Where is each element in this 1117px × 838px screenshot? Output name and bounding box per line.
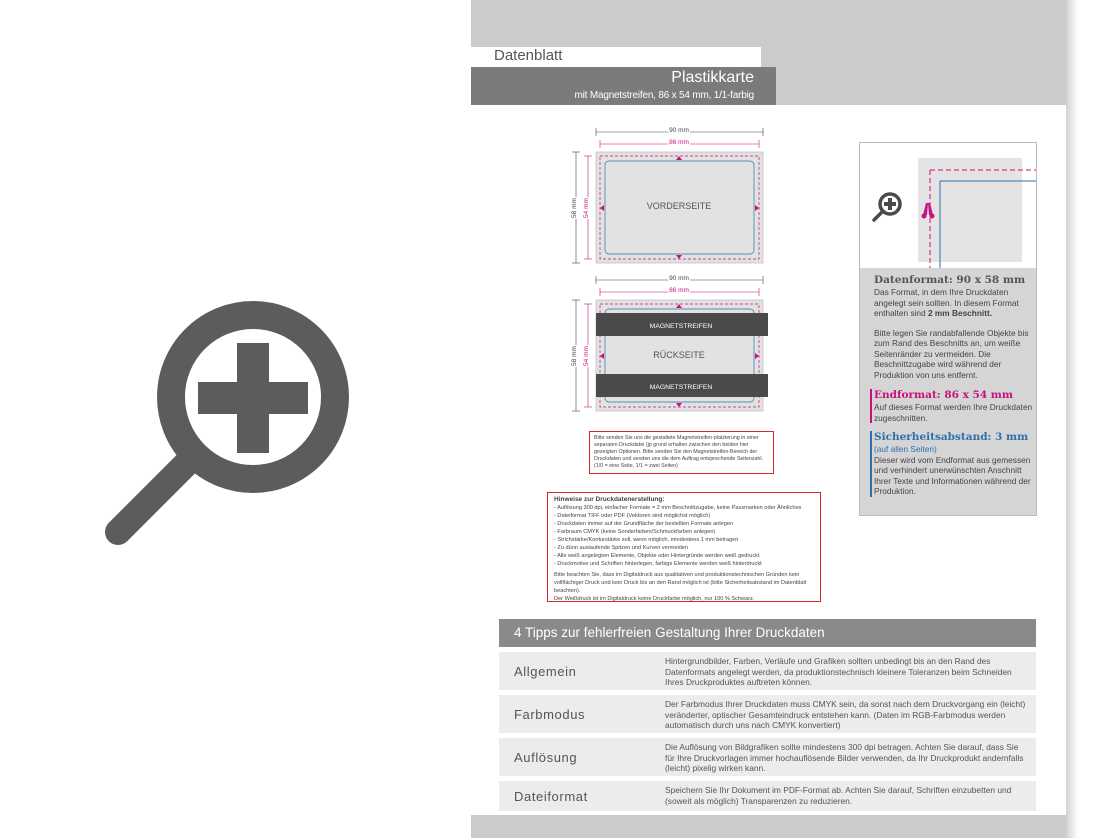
hint-item: - Druckdaten immer auf der Grundfläche der bestellten Formate anlegen — [554, 521, 734, 527]
tip-row — [499, 781, 1036, 811]
front-width-outer: 90 mm — [669, 127, 689, 134]
back-height-inner: 54 mm — [583, 346, 590, 366]
page-shadow — [1066, 0, 1078, 838]
format-info-box — [859, 142, 1037, 516]
hint-item: - Zu dünn auslaufende Spitzen und Kurven vermeiden — [554, 545, 689, 551]
sicherheit-title: Sicherheitsabstand: 3 mm — [874, 431, 1029, 443]
tip-label: Farbmodus — [514, 706, 586, 722]
front-card-diagram — [571, 127, 763, 263]
tip-text: Die Auflösung von Bildgrafiken sollte mindestens 300 dpi betragen. Achten Sie darauf, dass Sie für Ihre Druckvorlagen immer hochauflösende Bilder verwenden, da Ihr Druckprodukt andernfalls (leicht) pixelig wirken kann. — [665, 742, 1024, 773]
product-subtitle: mit Magnetstreifen, 86 x 54 mm, 1/1-farbig — [574, 90, 754, 101]
hint-item: - Dateiformat TIFF oder PDF (Vektoren sind möglichst möglich) — [554, 513, 711, 519]
sicherheit-text: Dieser wird vom Endformat aus gemessen und verhindert unerwünschten Anschnitt Ihrer Texte und Informationen während der Produktion. — [874, 454, 1031, 496]
footer-band — [471, 815, 1066, 838]
zoom-plus-icon[interactable] — [100, 290, 360, 550]
back-height-outer: 58 mm — [571, 346, 578, 366]
header-band — [471, 0, 1066, 47]
stripe-bottom-label: MAGNETSTREIFEN — [649, 384, 713, 391]
stripe-top-label: MAGNETSTREIFEN — [649, 323, 713, 330]
hints-footer-1: Bitte beachten Sie, dass im Digitaldruck aus qualitativen und produktionstechnischen Gründen kein vollflächiger Druck und kein Druck bis an den Rand möglich ist (bitte Sicherheitsabstand im Datenblatt beachten). — [554, 572, 807, 594]
hint-item: - Strichstärke/Konturstärke soll, wenn möglich, mindestens 1 mm betragen — [554, 537, 739, 543]
datenformat-title: Datenformat: 90 x 58 mm — [874, 274, 1026, 286]
tip-text: Der Farbmodus Ihrer Druckdaten muss CMYK sein, da sonst nach dem Druckvorgang ein (leicht) veränderter, optischer Gesamteindruck entstehen kann. (Daten im RGB-Farbmodus werden automatisch durch uns nach CMYK konvertiert) — [665, 699, 1026, 730]
endformat-title: Endformat: 86 x 54 mm — [874, 389, 1013, 401]
scissors-icon — [922, 203, 935, 219]
datenformat-text: Das Format, in dem Ihre Druckdaten angelegt sein sollten. In diesem Format enthalten sind — [874, 287, 1019, 318]
tab-label: Datenblatt — [494, 47, 563, 64]
back-width-outer: 90 mm — [669, 275, 689, 282]
datenformat-bold: 2 mm Beschnitt. — [927, 308, 993, 318]
endformat-text: Auf dieses Format werden Ihre Druckdaten zugeschnitten. — [874, 402, 1033, 423]
tip-label: Dateiformat — [514, 788, 588, 804]
datasheet-page — [471, 0, 1066, 838]
back-card-label: RÜCKSEITE — [653, 350, 705, 360]
tip-row — [499, 652, 1036, 690]
endformat-section — [870, 389, 1034, 423]
tip-label: Allgemein — [514, 663, 577, 679]
sicherheit-section — [870, 431, 1034, 497]
datenformat-note: Bitte legen Sie randabfallende Objekte bis zum Rand des Beschnitts an, um weiße Seitenränder zu vermeiden. Die Beschnittzugabe wird während der Produktion von uns entfernt. — [874, 327, 1029, 380]
corner-preview — [860, 143, 1036, 268]
header-band-right — [761, 47, 1066, 105]
hint-item: - Alle weiß angelegten Elemente, Objekte oder Hintergründe werden weiß gedruckt — [554, 553, 760, 559]
front-card-label: VORDERSEITE — [646, 201, 712, 211]
tip-label: Auflösung — [514, 749, 578, 765]
sicherheit-sub: (auf allen Seiten) — [874, 444, 937, 454]
print-data-hints — [547, 492, 821, 602]
tip-row — [499, 738, 1036, 776]
back-card-diagram — [571, 275, 768, 411]
tip-text: Speichern Sie Ihr Dokument im PDF-Format ab. Achten Sie darauf, Schriften einzubetten und (soweit als möglich) Transparenzen zu reduzieren. — [665, 785, 1012, 806]
back-width-inner: 86 mm — [669, 287, 689, 294]
title-bar — [471, 67, 776, 105]
tip-row — [499, 695, 1036, 733]
hint-item: - Auflösung 300 dpi, einfacher Formate = 2 mm Beschnittzugabe, keine Passmarken oder Ähnliches — [554, 505, 802, 511]
hint-item: - Druckmotive und Schriften hinterlegen, farbige Elemente werden weiß hinterdruckt — [554, 561, 762, 567]
tips-heading: 4 Tipps zur fehlerfreien Gestaltung Ihrer Druckdaten — [499, 619, 1036, 647]
format-info-text — [874, 274, 1034, 497]
hints-footer-2: Der Weißdruck ist im Digitaldruck keine Druckfarbe möglich, nur 100 % Schwarz. — [554, 596, 755, 602]
zoom-plus-icon-small[interactable] — [871, 191, 903, 223]
front-height-outer: 58 mm — [571, 198, 578, 218]
magnet-stripe-note: Bitte senden Sie uns die gestaltete Magnetstreifen-platzierung in einer separaten Druckdatei (jp grund erhalten zwischen den beiden hier gezeigten Optionen. Bitte senden Sie den Magnetstreifen-Bereich der Druckdaten und senden uns die dem Auftrag entsprechende Seitenzahl. (1/0 = eine Seite, 1/1 = zwei Seiten) — [589, 431, 774, 474]
hint-item: - Farbraum CMYK (keine Sonderfarben/Schmuckfarben anlegen) — [554, 529, 716, 535]
product-title: Plastikkarte — [671, 69, 754, 86]
front-height-inner: 54 mm — [583, 198, 590, 218]
hints-heading: Hinweise zur Druckdatenerstellung: — [554, 496, 665, 503]
tip-text: Hintergrundbilder, Farben, Verläufe und Grafiken sollten unbedingt bis an den Rand des Datenformats angelegt werden, da produktionstechnisch kleinere Toleranzen beim Schneiden Ihres Druckproduktes auftreten können. — [665, 656, 1012, 687]
front-width-inner: 86 mm — [669, 139, 689, 146]
card-diagrams — [566, 122, 781, 417]
